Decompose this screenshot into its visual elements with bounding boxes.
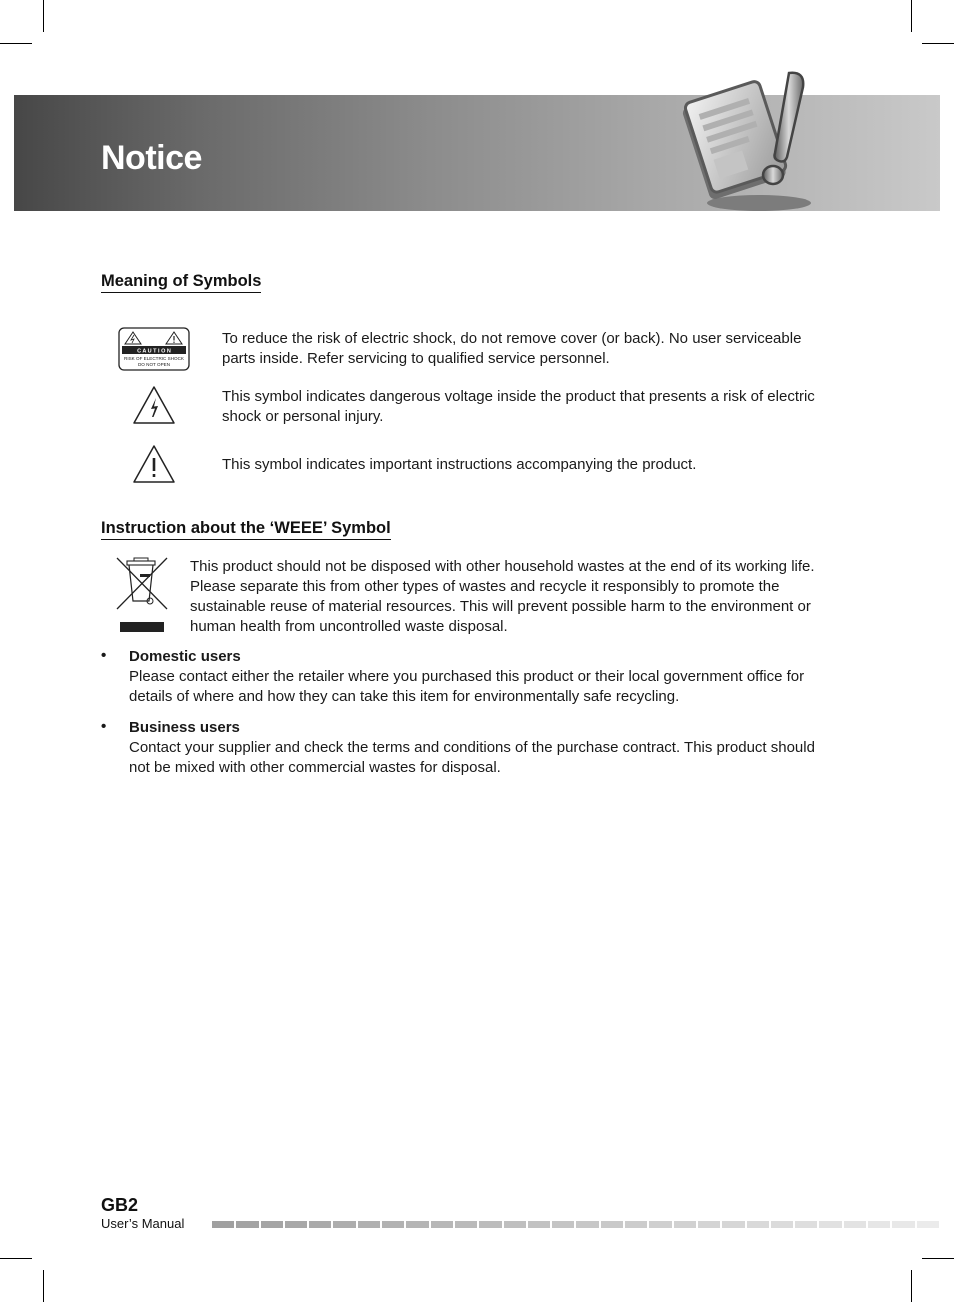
notice-document-icon xyxy=(669,71,829,213)
weee-description: This product should not be disposed with other household wastes at the end of its working life. Please separate this from other types of wastes and recycle it responsibly to promote the sustainable reuse of material resources. This will prevent possible harm to the environment or human health from uncontrolled waste disposal. xyxy=(190,558,815,635)
footer-bar-segment xyxy=(917,1221,939,1228)
caution-label-icon xyxy=(118,327,190,371)
page-number: GB2 xyxy=(101,1195,139,1215)
footer-bar-segment xyxy=(528,1221,550,1228)
crop-mark xyxy=(0,43,32,44)
footer-bar-segment xyxy=(333,1221,355,1228)
bullet-item-business xyxy=(129,718,819,778)
footer-bar-segment xyxy=(552,1221,574,1228)
footer-bar-segment xyxy=(382,1221,404,1228)
footer-bar-segment xyxy=(504,1221,526,1228)
crop-mark xyxy=(922,1258,954,1259)
footer-bar-segment xyxy=(455,1221,477,1228)
bullet-item-domestic xyxy=(129,647,819,707)
footer-bar-segment xyxy=(674,1221,696,1228)
bullet-marker: • xyxy=(101,718,107,735)
footer-bar-segment xyxy=(649,1221,671,1228)
footer-bar-segment xyxy=(576,1221,598,1228)
footer-bar-segment xyxy=(261,1221,283,1228)
footer-bar-segment xyxy=(431,1221,453,1228)
footer-bar-segment xyxy=(309,1221,331,1228)
crop-mark xyxy=(911,1270,912,1302)
footer-bar-segment xyxy=(601,1221,623,1228)
bullet-text: Contact your supplier and check the terms and conditions of the purchase contract. This product should not be mixed with other commercial wastes for disposal. xyxy=(129,739,815,776)
footer-bar-segment xyxy=(868,1221,890,1228)
crop-mark xyxy=(43,1270,44,1302)
footer-bar-segment xyxy=(892,1221,914,1228)
bullet-title: Business users xyxy=(129,719,240,736)
crop-mark xyxy=(922,43,954,44)
symbol-description-voltage: This symbol indicates dangerous voltage inside the product that presents a risk of electric shock or personal injury. xyxy=(222,388,815,425)
caution-label-line1: RISK OF ELECTRIC SHOCK xyxy=(124,356,184,361)
symbol-description-instructions: This symbol indicates important instructions accompanying the product. xyxy=(222,456,697,473)
crossed-bin-icon xyxy=(114,555,170,635)
caution-label-word: C A U T I O N xyxy=(137,348,171,355)
footer-bar-segment xyxy=(236,1221,258,1228)
footer-bar-segment xyxy=(479,1221,501,1228)
footer-bar-segment xyxy=(698,1221,720,1228)
section-heading-symbols: Meaning of Symbols xyxy=(101,272,261,293)
footer-bar-segment xyxy=(771,1221,793,1228)
symbol-description-caution: To reduce the risk of electric shock, do not remove cover (or back). No user serviceable parts inside. Refer servicing to qualified service personnel. xyxy=(222,330,802,367)
footer-bar-segment xyxy=(844,1221,866,1228)
lightning-triangle-icon xyxy=(132,385,176,425)
footer-gradient-bar xyxy=(212,1221,939,1228)
footer-bar-segment xyxy=(285,1221,307,1228)
footer-bar-segment xyxy=(625,1221,647,1228)
page-title: Notice xyxy=(101,139,202,177)
footer-bar-segment xyxy=(406,1221,428,1228)
header-banner xyxy=(14,95,940,211)
footer-bar-segment xyxy=(747,1221,769,1228)
crop-mark xyxy=(43,0,44,32)
crop-mark xyxy=(0,1258,32,1259)
bullet-text: Please contact either the retailer where you purchased this product or their local government office for details of where and how they can take this item for environmentally safe recycling. xyxy=(129,668,805,705)
bullet-marker: • xyxy=(101,647,107,664)
exclamation-triangle-icon xyxy=(132,444,176,484)
footer-bar-segment xyxy=(212,1221,234,1228)
section-heading-weee: Instruction about the ‘WEEE’ Symbol xyxy=(101,519,391,540)
bullet-title: Domestic users xyxy=(129,648,241,665)
footer-bar-segment xyxy=(722,1221,744,1228)
footer-bar-segment xyxy=(795,1221,817,1228)
caution-label-line2: DO NOT OPEN xyxy=(137,362,171,367)
crop-mark xyxy=(911,0,912,32)
manual-label: User’s Manual xyxy=(101,1216,185,1231)
footer-bar-segment xyxy=(819,1221,841,1228)
footer-bar-segment xyxy=(358,1221,380,1228)
